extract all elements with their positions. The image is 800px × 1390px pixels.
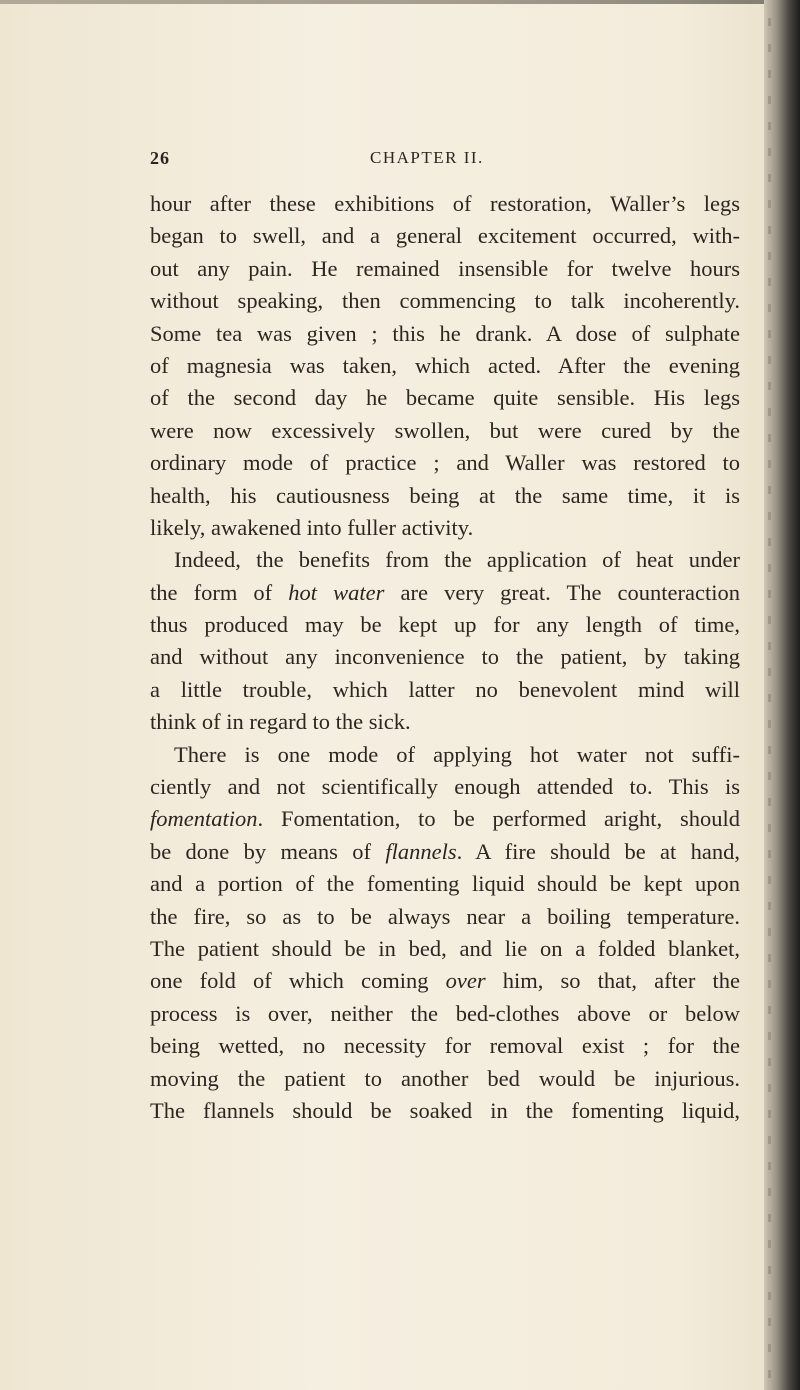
text-line [150,350,740,382]
text-segment: and without any inconvenience to the patient, by taking [150,644,740,670]
text-segment: one fold of which coming [150,968,446,994]
text-line [150,544,740,576]
text-line [150,771,740,803]
text-segment: The flannels should be soaked in the fomenting liquid, [150,1097,740,1123]
text-line [150,836,740,868]
text-line [150,253,740,285]
text-line [150,641,740,673]
text-line [150,415,740,447]
text-segment: are very great. The counteraction [384,579,740,605]
italic-text: over [445,968,486,994]
text-segment: Some tea was given ; this he drank. A dose of sulphate [150,320,740,346]
text-segment: a little trouble, which latter no benevolent mind will [150,676,740,702]
text-line [150,1063,740,1095]
text-segment: the form of [150,579,289,605]
text-line [150,447,740,479]
text-segment: of the second day he became quite sensible. His legs [150,385,740,411]
text-segment: him, so that, after the [485,968,740,994]
text-segment: out any pain. He remained insensible for twelve hours [150,255,740,281]
running-head [150,148,750,178]
text-segment: began to swell, and a general excitement occurred, with- [150,223,740,249]
text-line [150,965,740,997]
text-segment: health, his cautiousness being at the same time, it is [150,482,740,508]
text-line [150,318,740,350]
text-line [150,868,740,900]
text-segment: moving the patient to another bed would be injurious. [150,1065,740,1091]
text-line [150,803,740,835]
text-line [150,480,740,512]
page-number: 26 [150,148,170,168]
text-segment: the fire, so as to be always near a boiling temperature. [150,903,740,929]
text-line [150,285,740,317]
book-spine-edge [764,0,800,1390]
text-line [150,901,740,933]
text-segment: of magnesia was taken, which acted. After the evening [150,352,740,378]
text-line [150,998,740,1030]
italic-text: fomentation [150,806,258,832]
text-segment: Indeed, the benefits from the application of heat under [174,547,740,573]
text-segment: without speaking, then commencing to talk incoherently. [150,288,740,314]
text-line [150,188,740,220]
text-segment: hour after these exhibitions of restoration, Waller’s legs [150,191,740,216]
page-top-shadow [0,0,800,4]
text-line [150,609,740,641]
text-segment: process is over, neither the bed-clothes above or below [150,1000,740,1026]
text-segment: were now excessively swollen, but were cured by the [150,417,740,443]
text-line [150,739,740,771]
text-segment: and a portion of the fomenting liquid should be kept upon [150,871,740,897]
chapter-title: CHAPTER II. [370,148,484,167]
text-segment: There is one mode of applying hot water not suffi- [174,741,740,767]
italic-text: flannels [385,838,457,864]
text-line [150,512,740,544]
text-line [150,706,740,738]
body-text [150,188,740,1127]
text-segment: be done by means of [150,838,386,864]
italic-text: hot water [288,579,385,605]
text-line [150,933,740,965]
text-line [150,382,740,414]
text-line [150,1030,740,1062]
text-segment: likely, awakened into fuller activity. [150,514,474,540]
text-segment: ordinary mode of practice ; and Waller was restored to [150,450,740,476]
text-segment: The patient should be in bed, and lie on a folded blanket, [150,935,740,961]
text-segment: ciently and not scientifically enough attended to. This is [150,774,740,800]
text-segment: . Fomentation, to be performed aright, should [257,806,740,832]
text-line [150,577,740,609]
text-segment: think of in regard to the sick. [150,709,411,735]
text-line [150,220,740,252]
text-line [150,1095,740,1127]
text-line [150,674,740,706]
text-segment: being wetted, no necessity for removal exist ; for the [150,1033,740,1059]
text-segment: . A fire should be at hand, [456,838,740,864]
text-segment: thus produced may be kept up for any length of time, [150,612,740,638]
